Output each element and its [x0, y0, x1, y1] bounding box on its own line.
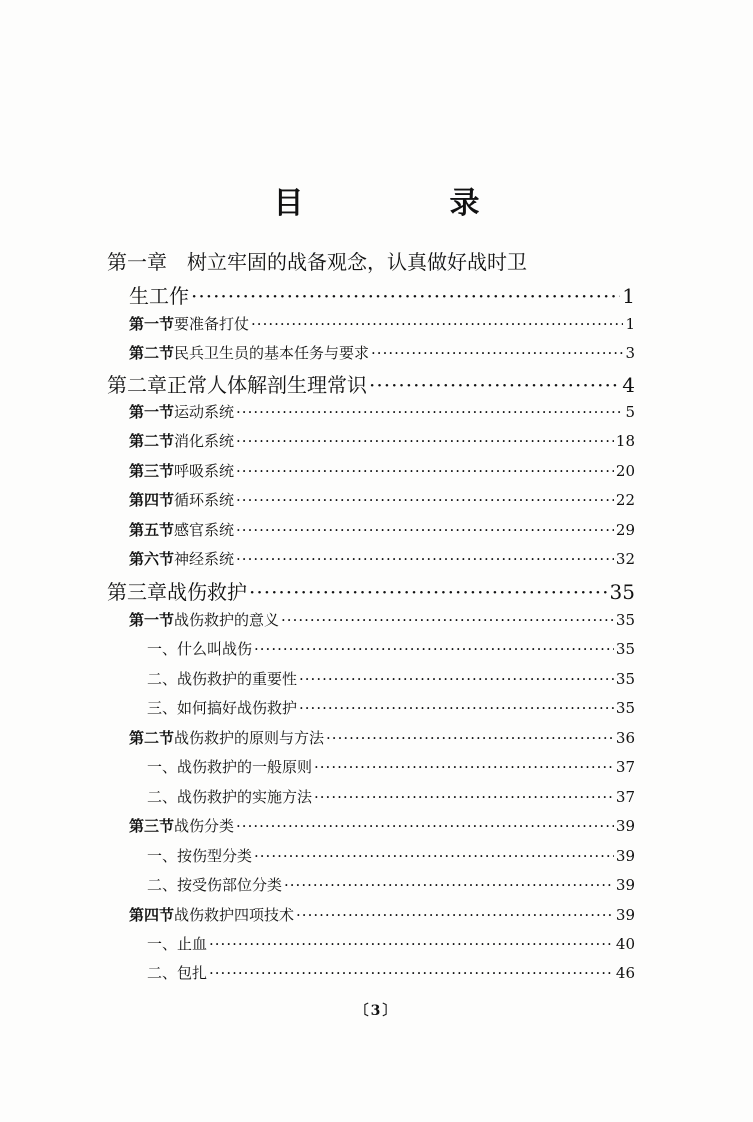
dot-leader — [371, 344, 623, 362]
dot-leader — [314, 788, 614, 806]
dot-leader — [236, 521, 614, 539]
dot-leader — [236, 462, 614, 480]
section-number: 第一节 — [129, 315, 175, 333]
section-title: 循环系统 — [174, 491, 235, 509]
page-number: 35 — [615, 611, 635, 629]
section-title: 战伤分类 — [174, 817, 235, 835]
page-number: 46 — [615, 964, 635, 982]
toc-item[interactable] — [147, 668, 635, 689]
section-title: 要准备打仗 — [174, 315, 250, 333]
section-number: 第四节 — [129, 906, 175, 924]
chapter-number: 第三章 — [107, 580, 167, 604]
section-number: 第三节 — [129, 817, 175, 835]
page-number: 35 — [615, 670, 635, 688]
section-title: 战伤救护四项技术 — [174, 906, 295, 924]
section-number: 第二节 — [129, 729, 175, 747]
dot-leader — [236, 817, 614, 835]
toc-section[interactable] — [129, 548, 635, 569]
dot-leader — [251, 315, 623, 333]
page-number: 4 — [622, 373, 635, 397]
page-number: 20 — [615, 462, 635, 480]
toc-item[interactable] — [147, 786, 635, 807]
section-title: 消化系统 — [174, 432, 235, 450]
toc-chapter-3[interactable] — [107, 576, 635, 605]
page-number: 35 — [615, 699, 635, 717]
toc-chapter-1[interactable] — [107, 246, 635, 275]
section-number: 第一节 — [129, 611, 175, 629]
item-title: 二、战伤救护的实施方法 — [147, 788, 313, 806]
section-number: 第三节 — [129, 462, 175, 480]
toc-section[interactable] — [129, 727, 635, 748]
toc-item[interactable] — [147, 756, 635, 777]
dot-leader — [191, 284, 620, 308]
chapter-title: 战伤救护 — [167, 580, 247, 604]
toc-section[interactable] — [129, 430, 635, 451]
chapter-number: 第一章 — [107, 250, 167, 274]
dot-leader — [236, 403, 623, 421]
toc-section[interactable] — [129, 313, 635, 334]
chapter-number: 第二章 — [107, 373, 167, 397]
section-number: 第一节 — [129, 403, 175, 421]
page-number: 35 — [615, 640, 635, 658]
item-title: 二、战伤救护的重要性 — [147, 670, 298, 688]
dot-leader — [284, 876, 614, 894]
page-footer-number: 〔3〕 — [354, 1003, 399, 1019]
section-number: 第四节 — [129, 491, 175, 509]
dot-leader — [299, 670, 614, 688]
page-number: 39 — [615, 817, 635, 835]
dot-leader — [236, 432, 614, 450]
item-title: 二、按受伤部位分类 — [147, 876, 283, 894]
page-number: 39 — [615, 847, 635, 865]
item-title: 一、止血 — [147, 935, 208, 953]
page-number: 1 — [622, 284, 635, 308]
page-number: 40 — [615, 935, 635, 953]
page-number: 3 — [625, 344, 635, 362]
section-title: 运动系统 — [174, 403, 235, 421]
page-number: 35 — [609, 580, 635, 604]
dot-leader — [249, 580, 608, 604]
item-title: 一、按伤型分类 — [147, 847, 253, 865]
page-number: 36 — [615, 729, 635, 747]
toc-item[interactable] — [147, 962, 635, 983]
dot-leader — [236, 550, 614, 568]
section-title: 呼吸系统 — [174, 462, 235, 480]
page-number: 5 — [625, 403, 635, 421]
page-number: 29 — [615, 521, 635, 539]
dot-leader — [254, 640, 614, 658]
dot-leader — [254, 847, 614, 865]
section-title: 民兵卫生员的基本任务与要求 — [174, 344, 370, 362]
page-number: 37 — [615, 758, 635, 776]
toc-section[interactable] — [129, 609, 635, 630]
chapter-title-cont: 生工作 — [129, 284, 189, 308]
dot-leader — [236, 491, 614, 509]
page-number: 39 — [615, 906, 635, 924]
page-number: 18 — [615, 432, 635, 450]
page-number: 39 — [615, 876, 635, 894]
toc-section[interactable] — [129, 460, 635, 481]
chapter-title: 正常人体解剖生理常识 — [167, 373, 367, 397]
section-title: 战伤救护的意义 — [174, 611, 280, 629]
page-number: 37 — [615, 788, 635, 806]
page-number: 32 — [615, 550, 635, 568]
item-title: 一、战伤救护的一般原则 — [147, 758, 313, 776]
chapter-title: 树立牢固的战备观念，认真做好战时卫 — [187, 250, 527, 274]
item-title: 三、如何搞好战伤救护 — [147, 699, 298, 717]
toc-item[interactable] — [147, 697, 635, 718]
item-title: 一、什么叫战伤 — [147, 640, 253, 658]
dot-leader — [296, 906, 614, 924]
item-title: 二、包扎 — [147, 964, 208, 982]
toc-section[interactable] — [129, 904, 635, 925]
section-number: 第二节 — [129, 432, 175, 450]
dot-leader — [209, 935, 614, 953]
toc-chapter-2[interactable] — [107, 369, 635, 398]
dot-leader — [314, 758, 614, 776]
dot-leader — [299, 699, 614, 717]
section-number: 第二节 — [129, 344, 175, 362]
toc-item[interactable] — [147, 638, 635, 659]
section-number: 第六节 — [129, 550, 175, 568]
section-title: 战伤救护的原则与方法 — [174, 729, 325, 747]
dot-leader — [209, 964, 614, 982]
toc-section[interactable] — [129, 519, 635, 540]
section-number: 第五节 — [129, 521, 175, 539]
toc-item[interactable] — [147, 933, 635, 954]
dot-leader — [369, 373, 620, 397]
section-title: 感官系统 — [174, 521, 235, 539]
toc-item[interactable] — [147, 845, 635, 866]
toc-section[interactable] — [129, 815, 635, 836]
page-title: 目 录 — [273, 186, 538, 221]
dot-leader — [326, 729, 614, 747]
toc-section[interactable] — [129, 489, 635, 510]
toc-item[interactable] — [147, 874, 635, 895]
page-number: 1 — [625, 315, 635, 333]
toc-chapter-1-cont[interactable] — [129, 280, 635, 309]
dot-leader — [281, 611, 614, 629]
toc-section[interactable] — [129, 401, 635, 422]
toc-section[interactable] — [129, 342, 635, 363]
page-number: 22 — [615, 491, 635, 509]
section-title: 神经系统 — [174, 550, 235, 568]
